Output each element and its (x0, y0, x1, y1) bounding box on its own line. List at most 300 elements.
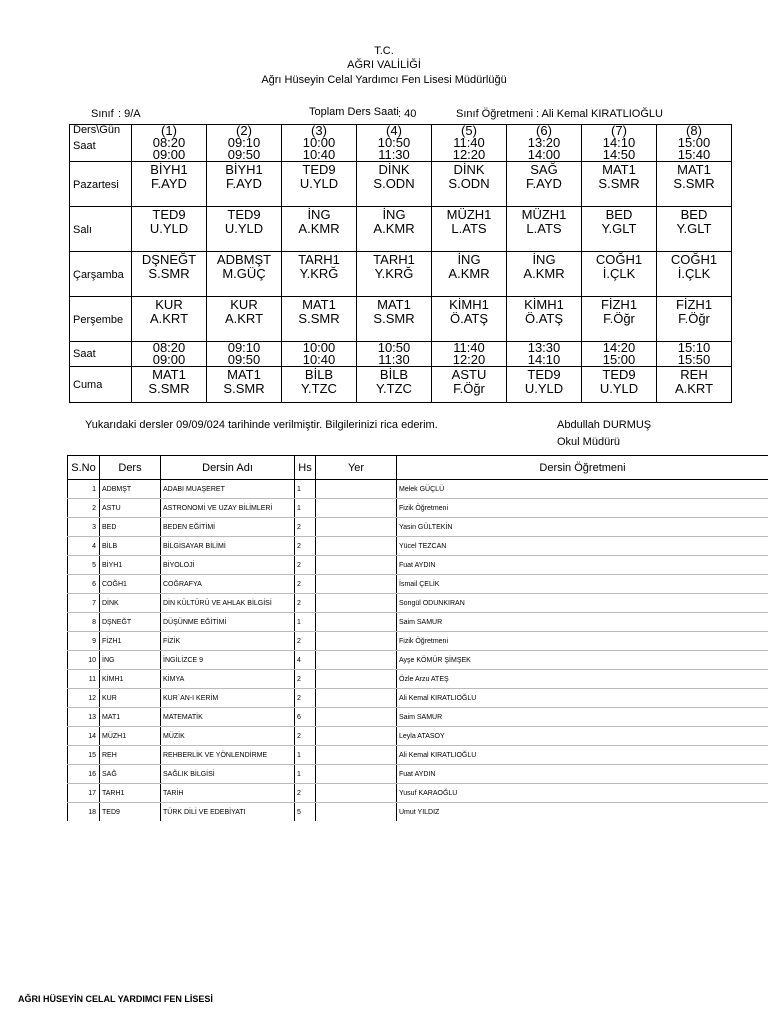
lesson-teacher: L.ATS (526, 221, 562, 236)
lesson-teacher: S.SMR (598, 176, 640, 191)
footer-school-name: AĞRI HÜSEYİN CELAL YARDIMCI FEN LİSESİ (18, 994, 213, 1004)
lesson-teacher: İ.ÇLK (677, 266, 711, 281)
lesson-cell (132, 367, 207, 403)
period-cell (282, 125, 357, 162)
time-cell (582, 342, 657, 367)
list-name: BİLGİSAYAR BİLİMİ (161, 537, 295, 556)
lesson-code: KİMH1 (449, 297, 489, 312)
lesson-code: TARH1 (298, 252, 340, 267)
period-end: 14:50 (602, 147, 636, 162)
lesson-cell (282, 367, 357, 403)
list-code: BİLB (100, 537, 161, 556)
list-code: TARH1 (100, 784, 161, 803)
lesson-code: MAT1 (227, 367, 261, 382)
lesson-teacher: S.SMR (298, 311, 340, 326)
lesson-teacher: U.YLD (524, 381, 564, 396)
lesson-cell (357, 367, 432, 403)
list-hours: 1 (295, 746, 316, 765)
lesson-teacher: S.SMR (673, 176, 715, 191)
period-end: 10:40 (302, 147, 336, 162)
lesson-code: BİYH1 (225, 162, 263, 177)
day-row (70, 367, 732, 403)
class-label: Sınıf (91, 108, 114, 120)
lesson-code: REH (680, 367, 708, 382)
list-name: İNGİLİZCE 9 (161, 651, 295, 670)
lesson-cell (132, 252, 207, 297)
list-teacher: Saim SAMUR (397, 613, 768, 632)
col-hours: Hs (295, 456, 316, 480)
list-teacher: Ayşe KÖMÜR ŞİMŞEK (397, 651, 768, 670)
period-number: (2) (236, 123, 252, 138)
list-name: FİZİK (161, 632, 295, 651)
list-teacher: Özle Arzu ATEŞ (397, 670, 768, 689)
table-row (68, 613, 768, 632)
list-teacher: İsmail ÇELİK (397, 575, 768, 594)
time-cell (282, 342, 357, 367)
lesson-code: ASTU (451, 367, 487, 382)
list-name: BİYOLOJİ (161, 556, 295, 575)
course-list-header (68, 456, 768, 480)
lesson-cell (432, 162, 507, 207)
period-start: 11:40 (453, 135, 485, 150)
lesson-code: BED (605, 207, 633, 222)
list-name: TÜRK DİLİ VE EDEBİYATI (161, 803, 295, 822)
lesson-cell (282, 207, 357, 252)
lesson-cell (657, 207, 732, 252)
list-teacher: Yücel TEZCAN (397, 537, 768, 556)
lesson-teacher: F.Öğr (453, 381, 485, 396)
lesson-cell (507, 297, 582, 342)
lesson-cell (582, 297, 657, 342)
lesson-cell (432, 252, 507, 297)
lesson-cell (282, 297, 357, 342)
time-end: 15:00 (602, 352, 636, 367)
table-row (68, 803, 768, 822)
day-row (70, 207, 732, 252)
lesson-teacher: S.SMR (373, 311, 415, 326)
list-code: KİMH1 (100, 670, 161, 689)
list-hours: 1 (295, 480, 316, 499)
lesson-teacher: U.YLD (224, 221, 264, 236)
lesson-code: İNG (532, 252, 556, 267)
lesson-cell (132, 297, 207, 342)
lesson-teacher: U.YLD (299, 176, 339, 191)
list-no: 2 (68, 499, 100, 518)
table-row (68, 746, 768, 765)
list-no: 14 (68, 727, 100, 746)
lesson-cell (432, 367, 507, 403)
list-no: 15 (68, 746, 100, 765)
day-name: Pazartesi (70, 162, 132, 207)
total-hours-value: : 40 (398, 108, 417, 120)
lesson-teacher: A.KMR (448, 266, 490, 281)
lesson-teacher: F.AYD (151, 176, 187, 191)
lesson-teacher: A.KMR (298, 221, 340, 236)
lesson-cell (207, 297, 282, 342)
list-room (316, 803, 397, 822)
lesson-cell (207, 252, 282, 297)
lesson-teacher: Y.TZC (376, 381, 412, 396)
lesson-cell (357, 297, 432, 342)
table-row (68, 518, 768, 537)
time-start: 10:50 (377, 340, 411, 355)
period-number: (4) (386, 123, 402, 138)
table-row (68, 727, 768, 746)
period-end: 09:00 (152, 147, 186, 162)
lesson-code: İNG (457, 252, 481, 267)
list-room (316, 746, 397, 765)
list-teacher: Melek GÜÇLÜ (397, 480, 768, 499)
table-row (68, 480, 768, 499)
list-code: MÜZH1 (100, 727, 161, 746)
list-hours: 2 (295, 784, 316, 803)
list-hours: 2 (295, 594, 316, 613)
corner-cell (70, 125, 132, 162)
list-teacher: Fuat AYDIN (397, 765, 768, 784)
period-number: (7) (611, 123, 627, 138)
lesson-cell (507, 252, 582, 297)
list-no: 1 (68, 480, 100, 499)
time-cell (132, 342, 207, 367)
lesson-teacher: Y.GLT (601, 221, 637, 236)
lesson-teacher: M.GÜÇ (222, 266, 266, 281)
lesson-teacher: Ö.ATŞ (449, 311, 489, 326)
lesson-code: DŞNEĞT (141, 252, 197, 267)
table-row (68, 651, 768, 670)
day-row (70, 162, 732, 207)
lesson-teacher: F.Öğr (603, 311, 635, 326)
list-teacher: Umut YILDIZ (397, 803, 768, 822)
lesson-cell (282, 252, 357, 297)
table-row (68, 708, 768, 727)
period-cell (507, 125, 582, 162)
time-end: 14:10 (527, 352, 561, 367)
list-name: MATEMATİK (161, 708, 295, 727)
table-row (68, 537, 768, 556)
list-room (316, 708, 397, 727)
list-no: 13 (68, 708, 100, 727)
principal-name: Abdullah DURMUŞ (557, 419, 652, 431)
list-room (316, 556, 397, 575)
list-name: REHBERLİK VE YÖNLENDİRME (161, 746, 295, 765)
lesson-code: İNG (307, 207, 331, 222)
list-room (316, 613, 397, 632)
time-end: 10:40 (302, 352, 336, 367)
lesson-cell (282, 162, 357, 207)
lesson-cell (507, 367, 582, 403)
table-row (68, 499, 768, 518)
list-room (316, 575, 397, 594)
time-end: 12:20 (452, 352, 486, 367)
lesson-teacher: Y.TZC (301, 381, 337, 396)
list-room (316, 594, 397, 613)
lesson-teacher: U.YLD (599, 381, 639, 396)
lesson-code: BED (680, 207, 708, 222)
list-code: COĞH1 (100, 575, 161, 594)
period-cell (432, 125, 507, 162)
period-end: 15:40 (677, 147, 711, 162)
lesson-cell (207, 207, 282, 252)
list-code: ASTU (100, 499, 161, 518)
corner-bottom: Saat (73, 140, 96, 152)
list-name: ADABI MUAŞERET (161, 480, 295, 499)
lesson-code: ADBMŞT (216, 252, 272, 267)
class-value: : 9/A (118, 108, 141, 120)
period-number: (6) (536, 123, 552, 138)
period-start: 10:00 (302, 135, 336, 150)
period-number: (5) (461, 123, 477, 138)
time-cell (507, 342, 582, 367)
day-row (70, 252, 732, 297)
list-name: ASTRONOMİ VE UZAY BİLİMLERİ (161, 499, 295, 518)
list-name: TARİH (161, 784, 295, 803)
time-end: 09:00 (152, 352, 186, 367)
lesson-cell (657, 297, 732, 342)
col-name: Dersin Adı (161, 456, 295, 480)
period-cell (132, 125, 207, 162)
period-end: 14:00 (527, 147, 561, 162)
lesson-cell (657, 367, 732, 403)
lesson-teacher: A.KRT (674, 381, 714, 396)
lesson-teacher: İ.ÇLK (602, 266, 636, 281)
lesson-code: MAT1 (602, 162, 636, 177)
lesson-cell (357, 207, 432, 252)
list-no: 18 (68, 803, 100, 822)
header-governorship: AĞRI VALİLİĞİ (347, 59, 421, 71)
lesson-code: TED9 (152, 207, 186, 222)
lesson-code: MAT1 (377, 297, 411, 312)
timetable (69, 124, 732, 403)
list-room (316, 689, 397, 708)
day-name: Perşembe (70, 297, 132, 342)
list-no: 4 (68, 537, 100, 556)
lesson-code: MAT1 (152, 367, 186, 382)
table-row (68, 670, 768, 689)
list-hours: 2 (295, 518, 316, 537)
period-row (70, 125, 732, 162)
lesson-code: KUR (155, 297, 183, 312)
header-tc: T.C. (374, 45, 394, 57)
lesson-code: FİZH1 (600, 297, 638, 312)
period-start: 13:20 (527, 135, 561, 150)
list-teacher: Leyla ATASOY (397, 727, 768, 746)
list-teacher: Ali Kemal KIRATLIOĞLU (397, 746, 768, 765)
list-no: 11 (68, 670, 100, 689)
list-code: BED (100, 518, 161, 537)
list-name: BEDEN EĞİTİMİ (161, 518, 295, 537)
lesson-code: TED9 (527, 367, 561, 382)
table-row (68, 556, 768, 575)
list-code: DİNK (100, 594, 161, 613)
time-start: 13:30 (527, 340, 561, 355)
list-code: DŞNEĞT (100, 613, 161, 632)
list-code: MAT1 (100, 708, 161, 727)
list-no: 8 (68, 613, 100, 632)
table-row (68, 689, 768, 708)
lesson-teacher: Y.GLT (676, 221, 712, 236)
list-teacher: Songül ODUNKIRAN (397, 594, 768, 613)
lesson-cell (657, 162, 732, 207)
list-code: BİYH1 (100, 556, 161, 575)
total-hours-label: Toplam Ders Saati (309, 106, 399, 118)
lesson-cell (207, 162, 282, 207)
lesson-cell (132, 207, 207, 252)
list-no: 10 (68, 651, 100, 670)
period-end: 11:30 (378, 147, 410, 162)
lesson-code: MAT1 (677, 162, 711, 177)
list-hours: 2 (295, 727, 316, 746)
lesson-cell (132, 162, 207, 207)
day-name: Cuma (70, 367, 132, 403)
lesson-cell (582, 162, 657, 207)
period-start: 09:10 (227, 135, 261, 150)
lesson-teacher: L.ATS (451, 221, 487, 236)
lesson-code: MÜZH1 (446, 207, 492, 222)
list-hours: 2 (295, 689, 316, 708)
period-cell (357, 125, 432, 162)
lesson-teacher: F.AYD (226, 176, 262, 191)
list-no: 12 (68, 689, 100, 708)
list-no: 9 (68, 632, 100, 651)
list-name: KİMYA (161, 670, 295, 689)
lesson-code: KİMH1 (524, 297, 564, 312)
col-room: Yer (316, 456, 397, 480)
period-number: (8) (686, 123, 702, 138)
lesson-teacher: Ö.ATŞ (524, 311, 564, 326)
table-row (68, 575, 768, 594)
lesson-cell (357, 162, 432, 207)
col-teacher: Dersin Öğretmeni (397, 456, 768, 480)
list-room (316, 537, 397, 556)
period-number: (1) (161, 123, 177, 138)
list-hours: 5 (295, 803, 316, 822)
list-teacher: Ali Kemal KIRATLIOĞLU (397, 689, 768, 708)
lesson-teacher: S.ODN (373, 176, 415, 191)
list-name: COĞRAFYA (161, 575, 295, 594)
list-teacher: Saim SAMUR (397, 708, 768, 727)
time-end: 15:50 (677, 352, 711, 367)
lesson-code: COĞH1 (670, 252, 718, 267)
time-start: 09:10 (227, 340, 261, 355)
lesson-code: COĞH1 (595, 252, 643, 267)
lesson-code: TED9 (227, 207, 261, 222)
lesson-cell (357, 252, 432, 297)
period-start: 15:00 (677, 135, 711, 150)
friday-time-row (70, 342, 732, 367)
time-start: 10:00 (302, 340, 336, 355)
principal-title: Okul Müdürü (557, 436, 620, 448)
list-room (316, 727, 397, 746)
table-row (68, 765, 768, 784)
period-cell (582, 125, 657, 162)
lesson-teacher: A.KMR (373, 221, 415, 236)
list-code: ADBMŞT (100, 480, 161, 499)
lesson-teacher: Y.KRĞ (299, 266, 339, 281)
list-no: 6 (68, 575, 100, 594)
list-room (316, 765, 397, 784)
list-code: TED9 (100, 803, 161, 822)
lesson-cell (432, 297, 507, 342)
day-row (70, 297, 732, 342)
table-row (68, 594, 768, 613)
lesson-cell (432, 207, 507, 252)
table-row (68, 784, 768, 803)
list-hours: 1 (295, 613, 316, 632)
list-no: 3 (68, 518, 100, 537)
list-hours: 2 (295, 632, 316, 651)
time-start: 08:20 (152, 340, 186, 355)
period-start: 10:50 (377, 135, 411, 150)
list-name: MÜZİK (161, 727, 295, 746)
lesson-code: BİYH1 (150, 162, 188, 177)
col-no: S.No (68, 456, 100, 480)
list-teacher: Yusuf KARAOĞLU (397, 784, 768, 803)
list-name: DÜŞÜNME EĞİTİMİ (161, 613, 295, 632)
lesson-teacher: F.AYD (526, 176, 562, 191)
class-teacher-label: Sınıf Öğretmeni (456, 108, 534, 120)
time-cell (357, 342, 432, 367)
lesson-code: TARH1 (373, 252, 415, 267)
lesson-teacher: A.KMR (523, 266, 565, 281)
list-hours: 6 (295, 708, 316, 727)
list-name: KUR`AN-I KERİM (161, 689, 295, 708)
lesson-code: TED9 (602, 367, 636, 382)
time-cell (657, 342, 732, 367)
list-hours: 1 (295, 765, 316, 784)
lesson-code: BİLB (379, 367, 409, 382)
day-name: Salı (70, 207, 132, 252)
list-name: DİN KÜLTÜRÜ VE AHLAK BİLGİSİ (161, 594, 295, 613)
list-code: SAĞ (100, 765, 161, 784)
list-hours: 2 (295, 575, 316, 594)
list-hours: 2 (295, 537, 316, 556)
list-room (316, 632, 397, 651)
list-room (316, 480, 397, 499)
day-name: Çarşamba (70, 252, 132, 297)
lesson-code: DİNK (453, 162, 485, 177)
course-list (67, 455, 768, 821)
list-no: 16 (68, 765, 100, 784)
list-room (316, 518, 397, 537)
list-teacher: Yasin GÜLTEKİN (397, 518, 768, 537)
lesson-cell (507, 207, 582, 252)
period-cell (657, 125, 732, 162)
lesson-teacher: S.SMR (148, 266, 190, 281)
list-room (316, 670, 397, 689)
list-room (316, 651, 397, 670)
list-name: SAĞLIK BİLGİSİ (161, 765, 295, 784)
time-end: 11:30 (378, 352, 410, 367)
list-teacher: Fizik Öğretmeni (397, 499, 768, 518)
period-start: 14:10 (602, 135, 636, 150)
lesson-teacher: S.SMR (223, 381, 265, 396)
list-teacher: Fizik Öğretmeni (397, 632, 768, 651)
list-code: REH (100, 746, 161, 765)
lesson-code: SAĞ (530, 162, 558, 177)
lesson-teacher: S.ODN (448, 176, 490, 191)
lesson-code: BİLB (304, 367, 334, 382)
list-no: 5 (68, 556, 100, 575)
lesson-code: TED9 (302, 162, 336, 177)
list-hours: 1 (295, 499, 316, 518)
period-cell (207, 125, 282, 162)
lesson-code: DİNK (378, 162, 410, 177)
lesson-cell (582, 367, 657, 403)
corner-top: Ders\Gün (73, 124, 121, 136)
header-school: Ağrı Hüseyin Celal Yardımcı Fen Lisesi Müdürlüğü (261, 74, 507, 86)
lesson-code: İNG (382, 207, 406, 222)
list-hours: 4 (295, 651, 316, 670)
